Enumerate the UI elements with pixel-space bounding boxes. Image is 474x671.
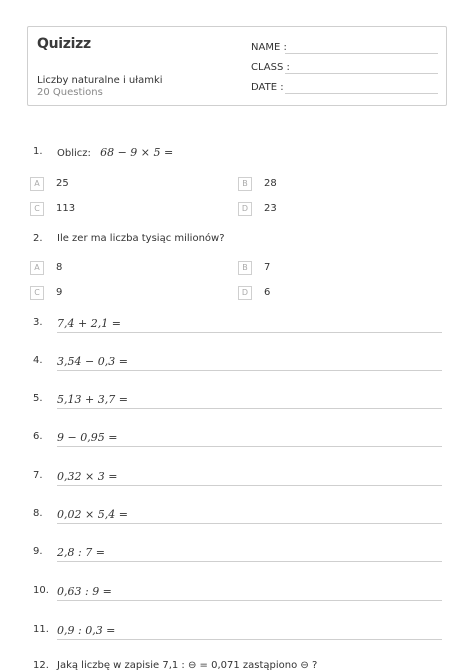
question-expression: 68 − 9 × 5 = [100,146,174,159]
answer-line[interactable] [57,408,442,409]
option-value: 25 [56,178,69,189]
answer-line[interactable] [57,639,442,640]
answer-line[interactable] [57,446,442,447]
question-expression: 0,02 × 5,4 = [57,508,128,521]
option-letter-box: D [238,202,252,216]
option-letter-box: A [30,177,44,191]
question-number: 6. [33,431,43,442]
question-number: 12. [33,660,49,671]
option-value: 113 [56,203,76,214]
question-expression: 7,4 + 2,1 = [57,317,121,330]
name-label: NAME : [251,42,287,53]
date-field[interactable] [251,82,284,93]
question-number: 7. [33,470,43,481]
question-number: 10. [33,585,49,596]
option-letter-box: C [30,286,44,300]
answer-line[interactable] [57,370,442,371]
option-value: 9 [56,287,63,298]
option-value: 8 [56,262,63,273]
question-expression: 3,54 − 0,3 = [57,355,128,368]
answer-line[interactable] [57,561,442,562]
question-text: Jaką liczbę w zapisie 7,1 : ⊖ = 0,071 zastąpiono ⊖ ? [57,660,318,671]
option-value: 7 [264,262,271,273]
option-letter-box: A [30,261,44,275]
option-letter-box: B [238,261,252,275]
question-number: 11. [33,624,49,635]
quizizz-logo: Quizizz [37,36,91,52]
question-expression: 0,32 × 3 = [57,470,118,483]
question-number: 8. [33,508,43,519]
question-label: Oblicz: [57,148,91,159]
option-letter-box: C [30,202,44,216]
answer-line[interactable] [57,485,442,486]
option-letter-box: D [238,286,252,300]
question-number: 5. [33,393,43,404]
worksheet-title: Liczby naturalne i ułamki [37,75,163,86]
name-line [285,53,438,54]
class-line [285,73,438,74]
class-field[interactable] [251,62,290,73]
question-expression: 0,63 : 9 = [57,585,112,598]
name-field[interactable] [251,42,287,53]
question-expression: 9 − 0,95 = [57,431,118,444]
question-number: 3. [33,317,43,328]
answer-line[interactable] [57,332,442,333]
question-text: Ile zer ma liczba tysiąc milionów? [57,233,225,244]
question-number: 2. [33,233,43,244]
question-number: 9. [33,546,43,557]
answer-line[interactable] [57,600,442,601]
answer-line[interactable] [57,523,442,524]
option-value: 23 [264,203,277,214]
option-letter-box: B [238,177,252,191]
question-expression: 5,13 + 3,7 = [57,393,128,406]
question-number: 1. [33,146,43,157]
question-number: 4. [33,355,43,366]
option-value: 28 [264,178,277,189]
date-line [285,93,438,94]
class-label: CLASS : [251,62,290,73]
worksheet-header [27,26,447,106]
date-label: DATE : [251,82,284,93]
option-value: 6 [264,287,271,298]
question-expression: 2,8 : 7 = [57,546,105,559]
question-expression: 0,9 : 0,3 = [57,624,116,637]
question-count: 20 Questions [37,87,103,98]
